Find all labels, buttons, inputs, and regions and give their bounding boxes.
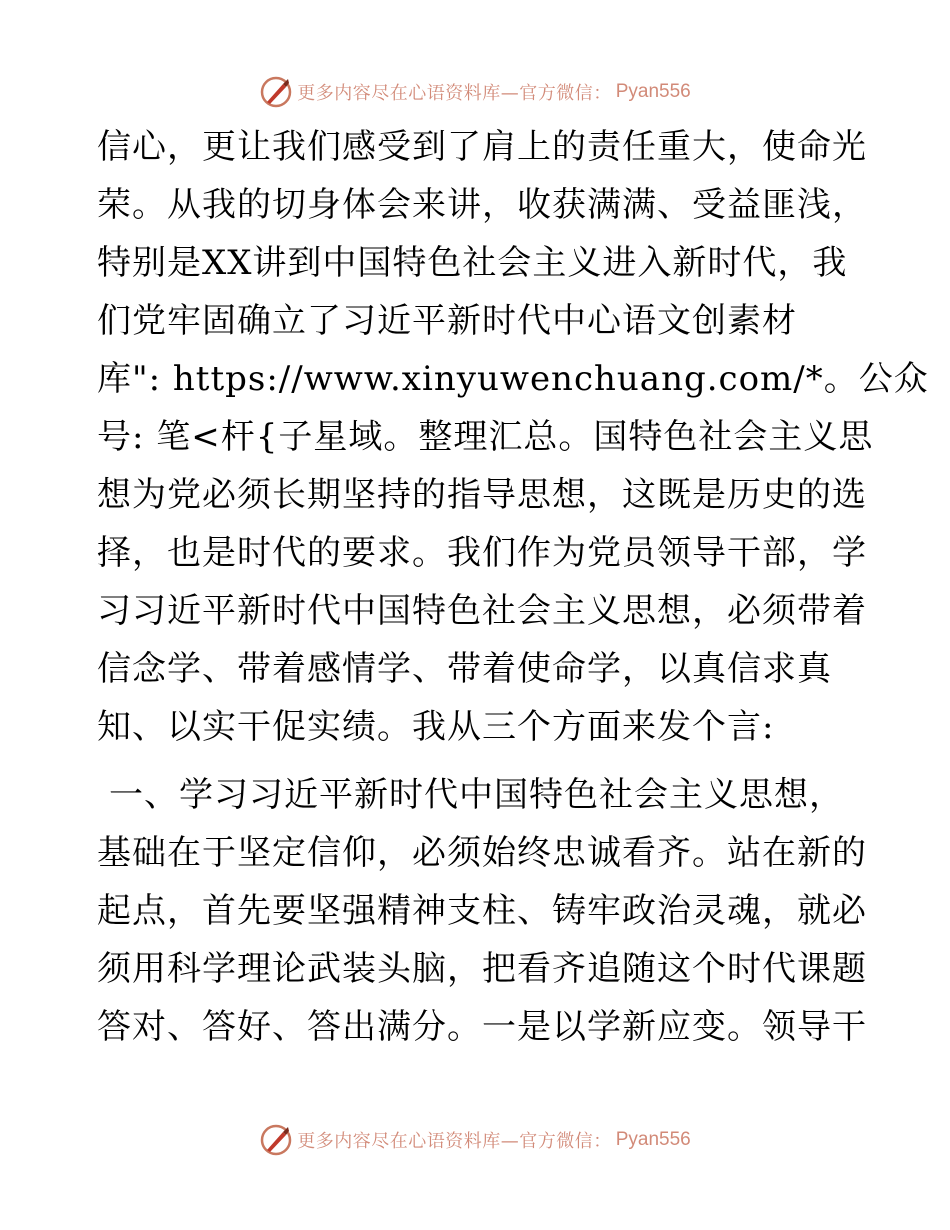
paragraph-1 xyxy=(97,118,929,756)
text-line: 们党牢固确立了习近平新时代中心语文创素材 xyxy=(97,301,797,341)
footer-watermark-banner xyxy=(0,1120,950,1160)
text-line: 择，也是时代的要求。我们作为党员领导干部，学 xyxy=(97,533,867,573)
text-line: 答对、答好、答出满分。一是以学新应变。领导干 xyxy=(97,1007,867,1047)
text-line: 信念学、带着感情学、带着使命学，以真信求真 xyxy=(97,649,832,689)
banner-text: 更多内容尽在心语资料库—官方微信： xyxy=(297,83,612,104)
paragraph-2 xyxy=(97,766,867,1056)
text-line: 知、以实干促实绩。我从三个方面来发个言: xyxy=(97,707,775,747)
quill-pen-logo-icon xyxy=(259,75,293,109)
header-watermark-banner xyxy=(0,72,950,112)
document-body xyxy=(97,118,929,1056)
text-line: 信心，更让我们感受到了肩上的责任重大，使命光 xyxy=(97,127,867,167)
banner-wechat-id: Pyan556 xyxy=(615,1129,691,1150)
text-line: 特别是XX讲到中国特色社会主义进入新时代，我 xyxy=(97,243,848,283)
section-heading-line: 一、学习习近平新时代中国特色社会主义思想， xyxy=(109,775,844,815)
text-line: 荣。从我的切身体会来讲，收获满满、受益匪浅， xyxy=(97,185,867,225)
text-line: 起点，首先要坚强精神支柱、铸牢政治灵魂，就必 xyxy=(97,891,867,931)
text-line: 库": https://www.xinyuwenchuang.com/*。公众 xyxy=(97,359,929,399)
text-line: 须用科学理论武装头脑，把看齐追随这个时代课题 xyxy=(97,949,867,989)
quill-pen-logo-icon xyxy=(259,1123,293,1157)
text-line: 习习近平新时代中国特色社会主义思想，必须带着 xyxy=(97,591,867,631)
banner-wechat-id: Pyan556 xyxy=(615,81,691,102)
text-line: 基础在于坚定信仰，必须始终忠诚看齐。站在新的 xyxy=(97,833,867,873)
text-line: 号: 笔<杆{子星域。整理汇总。国特色社会主义思 xyxy=(97,417,874,457)
banner-text: 更多内容尽在心语资料库—官方微信： xyxy=(297,1131,612,1152)
text-line: 想为党必须长期坚持的指导思想，这既是历史的选 xyxy=(97,475,867,515)
